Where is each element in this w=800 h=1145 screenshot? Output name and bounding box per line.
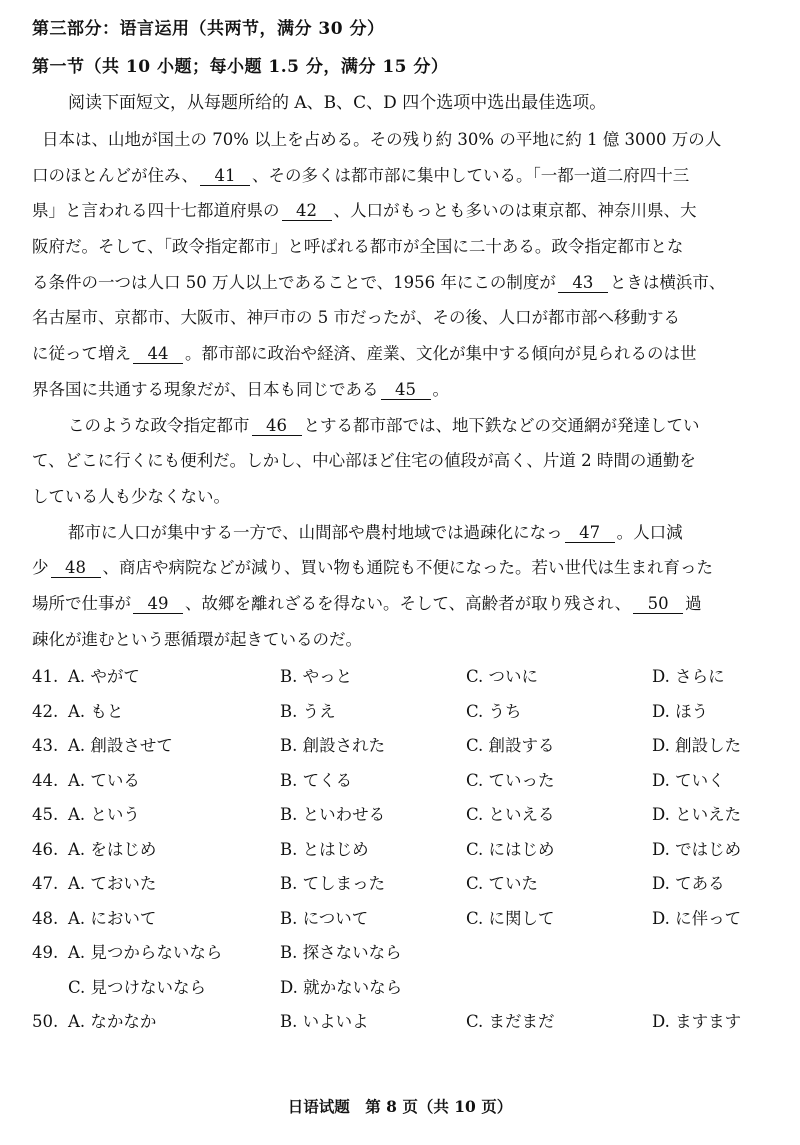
section-title: 第一节（共 10 小题；每小题 1.5 分，满分 15 分） bbox=[32, 57, 449, 77]
passage-line bbox=[32, 229, 772, 265]
option-c: C. ていった bbox=[466, 770, 555, 790]
option-b: B. やっと bbox=[280, 667, 353, 686]
option-d: D. てある bbox=[652, 874, 725, 893]
question-row bbox=[32, 729, 772, 764]
passage-line bbox=[32, 408, 772, 444]
passage-line bbox=[32, 193, 772, 229]
option-d: D. 創設した bbox=[652, 736, 742, 755]
passage-text: 阪府だ。そして、「政令指定都市」と呼ばれる都市が全国に二十ある。政令指定都市とな bbox=[32, 237, 684, 257]
option-a: A. をはじめ bbox=[68, 839, 157, 859]
passage-line bbox=[32, 586, 772, 622]
option-d: D. に伴って bbox=[652, 908, 742, 928]
option-c: C. ていた bbox=[466, 874, 539, 893]
option-c: C. うち bbox=[466, 701, 522, 721]
blank-45: 45 bbox=[381, 381, 431, 400]
question-number: 48. bbox=[32, 908, 59, 928]
passage-line bbox=[32, 550, 772, 586]
option-b: B. てしまった bbox=[280, 874, 386, 893]
option-a: A. において bbox=[68, 908, 157, 928]
instruction-text: 阅读下面短文，从每题所给的 A、B、C、D 四个选项中选出最佳选项。 bbox=[68, 93, 607, 113]
passage-line bbox=[32, 622, 772, 658]
question-row bbox=[32, 764, 772, 799]
passage-line bbox=[32, 336, 772, 372]
question-number: 43. bbox=[32, 736, 59, 755]
passage-text: て、どこに行くにも便利だ。しかし、中心部ほど住宅の値段が高く、片道 2 時間の通勤を bbox=[32, 451, 696, 471]
part-title: 第三部分：语言运用（共两节，满分 30 分） bbox=[32, 19, 385, 39]
answer-options bbox=[32, 660, 772, 1040]
option-b: B. といわせる bbox=[280, 805, 386, 824]
passage-text: 、その多くは都市部に集中している。「一都一道二府四十三 bbox=[252, 165, 690, 185]
question-row bbox=[32, 660, 772, 695]
question-row bbox=[32, 833, 772, 868]
option-a: A. という bbox=[68, 805, 140, 824]
option-b: B. うえ bbox=[280, 701, 336, 721]
option-d: D. ではじめ bbox=[652, 839, 742, 859]
question-row bbox=[32, 695, 772, 730]
question-number: 41. bbox=[32, 667, 59, 686]
option-b: B. について bbox=[280, 908, 369, 928]
option-d: D. ますます bbox=[652, 1012, 742, 1031]
passage-text: 界各国に共通する現象だが、日本も同じである bbox=[32, 379, 379, 399]
passage-text: 、人口がもっとも多いのは東京都、神奈川県、大 bbox=[333, 201, 697, 221]
option-c: C. まだまだ bbox=[466, 1012, 555, 1031]
option-a: A. ておいた bbox=[68, 874, 157, 893]
passage-text: 、商店や病院などが減り、買い物も通院も不便になった。若い世代は生まれ育った bbox=[102, 558, 713, 578]
passage-text: 場所で仕事が bbox=[32, 593, 131, 613]
option-a: A. ている bbox=[68, 770, 140, 790]
passage-text: 口のほとんどが住み、 bbox=[32, 165, 198, 185]
passage-line bbox=[32, 300, 772, 336]
question-number: 42. bbox=[32, 701, 59, 721]
option-c: C. といえる bbox=[466, 805, 555, 824]
blank-50: 50 bbox=[633, 595, 683, 614]
question-number: 46. bbox=[32, 839, 59, 859]
passage-text: 、故郷を離れざるを得ない。そして、高齢者が取り残され、 bbox=[185, 593, 632, 613]
question-number: 49. bbox=[32, 943, 59, 962]
option-c: C. に関して bbox=[466, 908, 555, 928]
option-a: C. 見つけないなら bbox=[68, 977, 207, 997]
reading-passage bbox=[32, 122, 772, 657]
option-b: B. いよいよ bbox=[280, 1012, 369, 1031]
option-d: D. さらに bbox=[652, 667, 725, 686]
passage-text: 。都市部に政治や経済、産業、文化が集中する傾向が見られるのは世 bbox=[185, 344, 697, 364]
passage-text: 。人口減 bbox=[616, 522, 683, 542]
passage-text: このような政令指定都市 bbox=[68, 415, 250, 435]
passage-text: 疎化が進むという悪循環が起きているのだ。 bbox=[32, 629, 362, 649]
passage-text: 過 bbox=[685, 593, 702, 613]
blank-44: 44 bbox=[133, 345, 183, 364]
question-number: 50. bbox=[32, 1012, 59, 1031]
option-b: B. 探さないなら bbox=[280, 943, 402, 962]
passage-text: 県」と言われる四十七都道府県の bbox=[32, 201, 280, 221]
passage-text: 。 bbox=[432, 379, 449, 399]
passage-text: 日本は、山地が国土の 70% 以上を占める。その残り約 30% の平地に約 1 億 3000 万の人 bbox=[42, 130, 722, 149]
passage-line bbox=[32, 443, 772, 479]
passage-text: とする都市部では、地下鉄などの交通網が発達してい bbox=[303, 415, 700, 435]
blank-41: 41 bbox=[200, 167, 250, 186]
question-row bbox=[32, 971, 772, 1006]
option-b: B. とはじめ bbox=[280, 839, 369, 859]
passage-text: る条件の一つは人口 50 万人以上であることで、1956 年にこの制度が bbox=[32, 272, 556, 292]
option-d: D. といえた bbox=[652, 805, 742, 824]
question-row bbox=[32, 798, 772, 833]
question-number: 47. bbox=[32, 874, 59, 893]
passage-line bbox=[32, 122, 772, 158]
option-a: A. 創設させて bbox=[68, 736, 173, 755]
passage-text: 少 bbox=[32, 558, 49, 578]
blank-47: 47 bbox=[565, 524, 615, 543]
question-row bbox=[32, 936, 772, 971]
page-footer: 日语试题 第 8 页（共 10 页） bbox=[287, 1097, 513, 1116]
passage-line bbox=[32, 479, 772, 515]
question-number: 45. bbox=[32, 805, 59, 824]
option-a: A. やがて bbox=[68, 667, 140, 686]
passage-text: 都市に人口が集中する一方で、山間部や農村地域では過疎化になっ bbox=[68, 522, 563, 542]
option-c: C. ついに bbox=[466, 667, 539, 686]
option-b: B. 創設された bbox=[280, 736, 386, 755]
question-row bbox=[32, 867, 772, 902]
option-d: D. ていく bbox=[652, 770, 725, 790]
blank-48: 48 bbox=[51, 559, 101, 578]
blank-42: 42 bbox=[282, 202, 332, 221]
passage-text: している人も少なくない。 bbox=[32, 486, 230, 506]
question-number: 44. bbox=[32, 770, 59, 790]
question-row bbox=[32, 902, 772, 937]
option-a: A. もと bbox=[68, 701, 124, 721]
question-row bbox=[32, 1005, 772, 1040]
option-b: D. 就かないなら bbox=[280, 977, 403, 997]
option-c: C. にはじめ bbox=[466, 839, 555, 859]
passage-line bbox=[32, 158, 772, 194]
passage-line bbox=[32, 515, 772, 551]
passage-text: に従って増え bbox=[32, 344, 131, 364]
option-c: C. 創設する bbox=[466, 736, 555, 755]
passage-text: 名古屋市、京都市、大阪市、神戸市の 5 市だったが、その後、人口が都市部へ移動する bbox=[32, 308, 680, 328]
passage-line bbox=[32, 265, 772, 301]
option-b: B. てくる bbox=[280, 770, 353, 790]
passage-text: ときは横浜市、 bbox=[609, 272, 726, 292]
blank-43: 43 bbox=[558, 274, 608, 293]
option-a: A. 見つからないなら bbox=[68, 943, 223, 962]
passage-line bbox=[32, 372, 772, 408]
blank-49: 49 bbox=[133, 595, 183, 614]
option-d: D. ほう bbox=[652, 701, 709, 721]
blank-46: 46 bbox=[252, 417, 302, 436]
option-a: A. なかなか bbox=[68, 1012, 157, 1031]
